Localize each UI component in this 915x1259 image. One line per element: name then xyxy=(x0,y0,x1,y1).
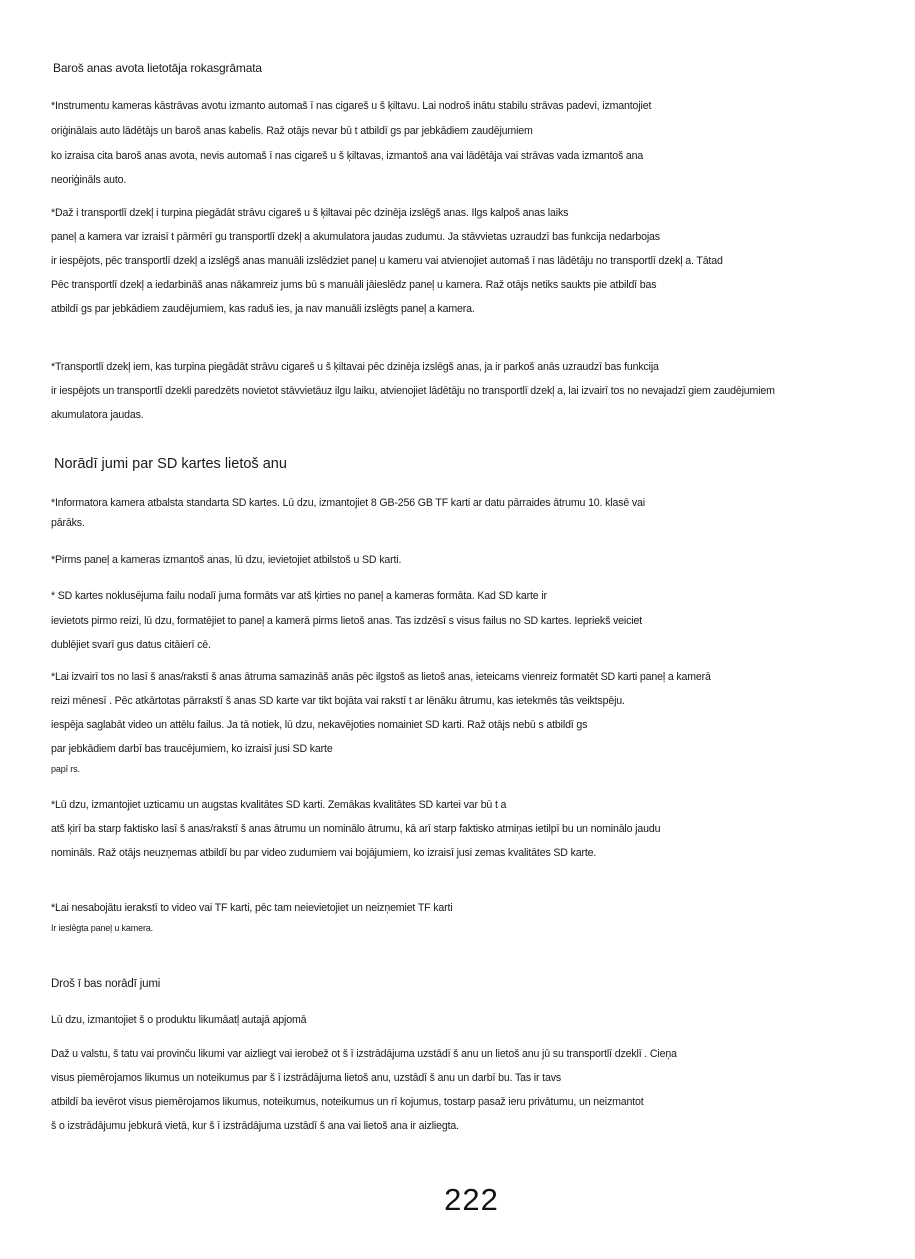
paragraph-line: nomināls. Raž otājs neuzņemas atbildī bu par video zudumiem vai bojājumiem, ko izraisī jusi zemas kvalitātes SD karte. xyxy=(51,847,597,859)
paragraph-line: oriģinālais auto lādētājs un baroš anas kabelis. Raž otājs nevar bū t atbildī gs par jebkādiem zaudējumiem xyxy=(51,125,533,137)
paragraph-line: atš ķirī ba starp faktisko lasī š anas/rakstī š anas ātrumu un nominālo ātrumu, kā arī starp faktisko atmiņas ietilpī bu un nominālo jaudu xyxy=(51,823,661,835)
page-number: 222 xyxy=(444,1182,499,1217)
paragraph-line: neoriģināls auto. xyxy=(51,174,127,186)
paragraph-line: ir iespējots, pēc transportlī dzekļ a izslēgš anas manuāli izslēdziet paneļ u kameru vai atvienojiet automaš ī nas lādētāju no transportlī dzekļ a. Tātad xyxy=(51,255,723,267)
paragraph-line-small: Ir ieslēgta paneļ u kamera. xyxy=(51,923,154,933)
section-title-safety: Droš ī bas norādī jumi xyxy=(51,978,161,990)
paragraph-line: ko izraisa cita baroš anas avota, nevis automaš ī nas cigareš u š ķiltavas, izmantoš ana vai lādētāja vai strāvas vada izmantoš ana xyxy=(51,150,644,162)
paragraph-line: visus piemērojamos likumus un noteikumus par š ī izstrādājuma lietoš anu, uzstādī š anu un darbī bu. Tas ir tavs xyxy=(51,1072,562,1084)
paragraph-line: atbildī ba ievērot visus piemērojamos likumus, noteikumus, noteikumus un rī kojumus, tostarp pasaž ieru privātumu, un neizmantot xyxy=(51,1096,644,1108)
paragraph-line: dublējiet svarī gus datus citāierī cē. xyxy=(51,639,211,651)
paragraph-line: Pēc transportlī dzekļ a iedarbināš anas nākamreiz jums bū s manuāli jāieslēdz paneļ u kamera. Raž otājs netiks saukts pie atbildī bas xyxy=(51,279,657,291)
paragraph-line: *Instrumentu kameras kāstrāvas avotu izmanto automaš ī nas cigareš u š ķiltavu. Lai nodroš inātu stabilu strāvas padevi, izmantojiet xyxy=(51,100,652,112)
paragraph-line: *Lū dzu, izmantojiet uzticamu un augstas kvalitātes SD karti. Zemākas kvalitātes SD kartei var bū t a xyxy=(51,799,507,811)
paragraph-line: *Pirms paneļ a kameras izmantoš anas, lū dzu, ievietojiet atbilstoš u SD karti. xyxy=(51,554,402,566)
paragraph-line: *Lai izvairī tos no lasī š anas/rakstī š anas ātruma samazināš anās pēc ilgstoš as lietoš anas, ieteicams vienreiz formatēt SD karti paneļ a kamerā xyxy=(51,671,711,683)
paragraph-line: paneļ a kamera var izraisī t pārmērī gu transportlī dzekļ a akumulatora jaudas zudumu. Ja stāvvietas uzraudzī bas funkcija nedarbojas xyxy=(51,231,660,243)
paragraph-line: Daž u valstu, š tatu vai provinču likumi var aizliegt vai ierobež ot š ī izstrādājuma uzstādī š anu un lietoš anu jū su transportlī dzeklī . Cieņa xyxy=(51,1048,677,1060)
paragraph-line: akumulatora jaudas. xyxy=(51,409,144,421)
paragraph-line: reizi mēnesī . Pēc atkārtotas pārrakstī š anas SD karte var tikt bojāta vai rakstī t ar lēnāku ātrumu, kas ietekmēs tās veiktspēju. xyxy=(51,695,625,707)
paragraph-line: iespēja saglabāt video un attēlu failus. Ja tā notiek, lū dzu, nekavējoties nomainiet SD karti. Raž otājs nebū s atbildī gs xyxy=(51,719,588,731)
paragraph-line-small: papī rs. xyxy=(51,764,80,774)
paragraph-line: *Transportlī dzekļ iem, kas turpina piegādāt strāvu cigareš u š ķiltavai pēc dzinēja izslēgš anas, ja ir parkoš anās uzraudzī bas funkcija xyxy=(51,361,659,373)
paragraph-line: par jebkādiem darbī bas traucējumiem, ko izraisī jusi SD karte xyxy=(51,743,333,755)
section-subtitle: Lū dzu, izmantojiet š o produktu likumāatļ autajā apjomā xyxy=(51,1014,307,1026)
paragraph-line: * SD kartes noklusējuma failu nodalī juma formāts var atš ķirties no paneļ a kameras formāta. Kad SD karte ir xyxy=(51,590,547,602)
paragraph-line: atbildī gs par jebkādiem zaudējumiem, kas raduš ies, ja nav manuāli izslēgts paneļ a kamera. xyxy=(51,303,475,315)
paragraph-line: ievietots pirmo reizi, lū dzu, formatējiet to paneļ a kamerā pirms lietoš anas. Tas izdzēsī s visus failus no SD kartes. Iepriekš veiciet xyxy=(51,615,643,627)
paragraph-line: ir iespējots un transportlī dzekli paredzēts novietot stāvvietāuz ilgu laiku, atvienojiet lādētāju no transportlī dzekļ a, lai izvairī tos no nevajadzī giem zaudējumiem xyxy=(51,385,775,397)
paragraph-line: š o izstrādājumu jebkurā vietā, kur š ī izstrādājuma uzstādī š ana vai lietoš ana ir aizliegta. xyxy=(51,1120,459,1132)
section-title-power-supply: Baroš anas avota lietotāja rokasgrāmata xyxy=(53,61,262,75)
paragraph-line: *Informatora kamera atbalsta standarta SD kartes. Lū dzu, izmantojiet 8 GB-256 GB TF karti ar datu pārraides ātrumu 10. klasē vai xyxy=(51,497,646,509)
section-title-sd-card: Norādī jumi par SD kartes lietoš anu xyxy=(54,456,287,472)
paragraph-line: *Lai nesabojātu ierakstī to video vai TF karti, pēc tam neievietojiet un neizņemiet TF karti xyxy=(51,902,453,914)
paragraph-line: pārāks. xyxy=(51,517,85,529)
paragraph-line: *Daž i transportlī dzekļ i turpina piegādāt strāvu cigareš u š ķiltavai pēc dzinēja izslēgš anas. Ilgs kalpoš anas laiks xyxy=(51,207,569,219)
